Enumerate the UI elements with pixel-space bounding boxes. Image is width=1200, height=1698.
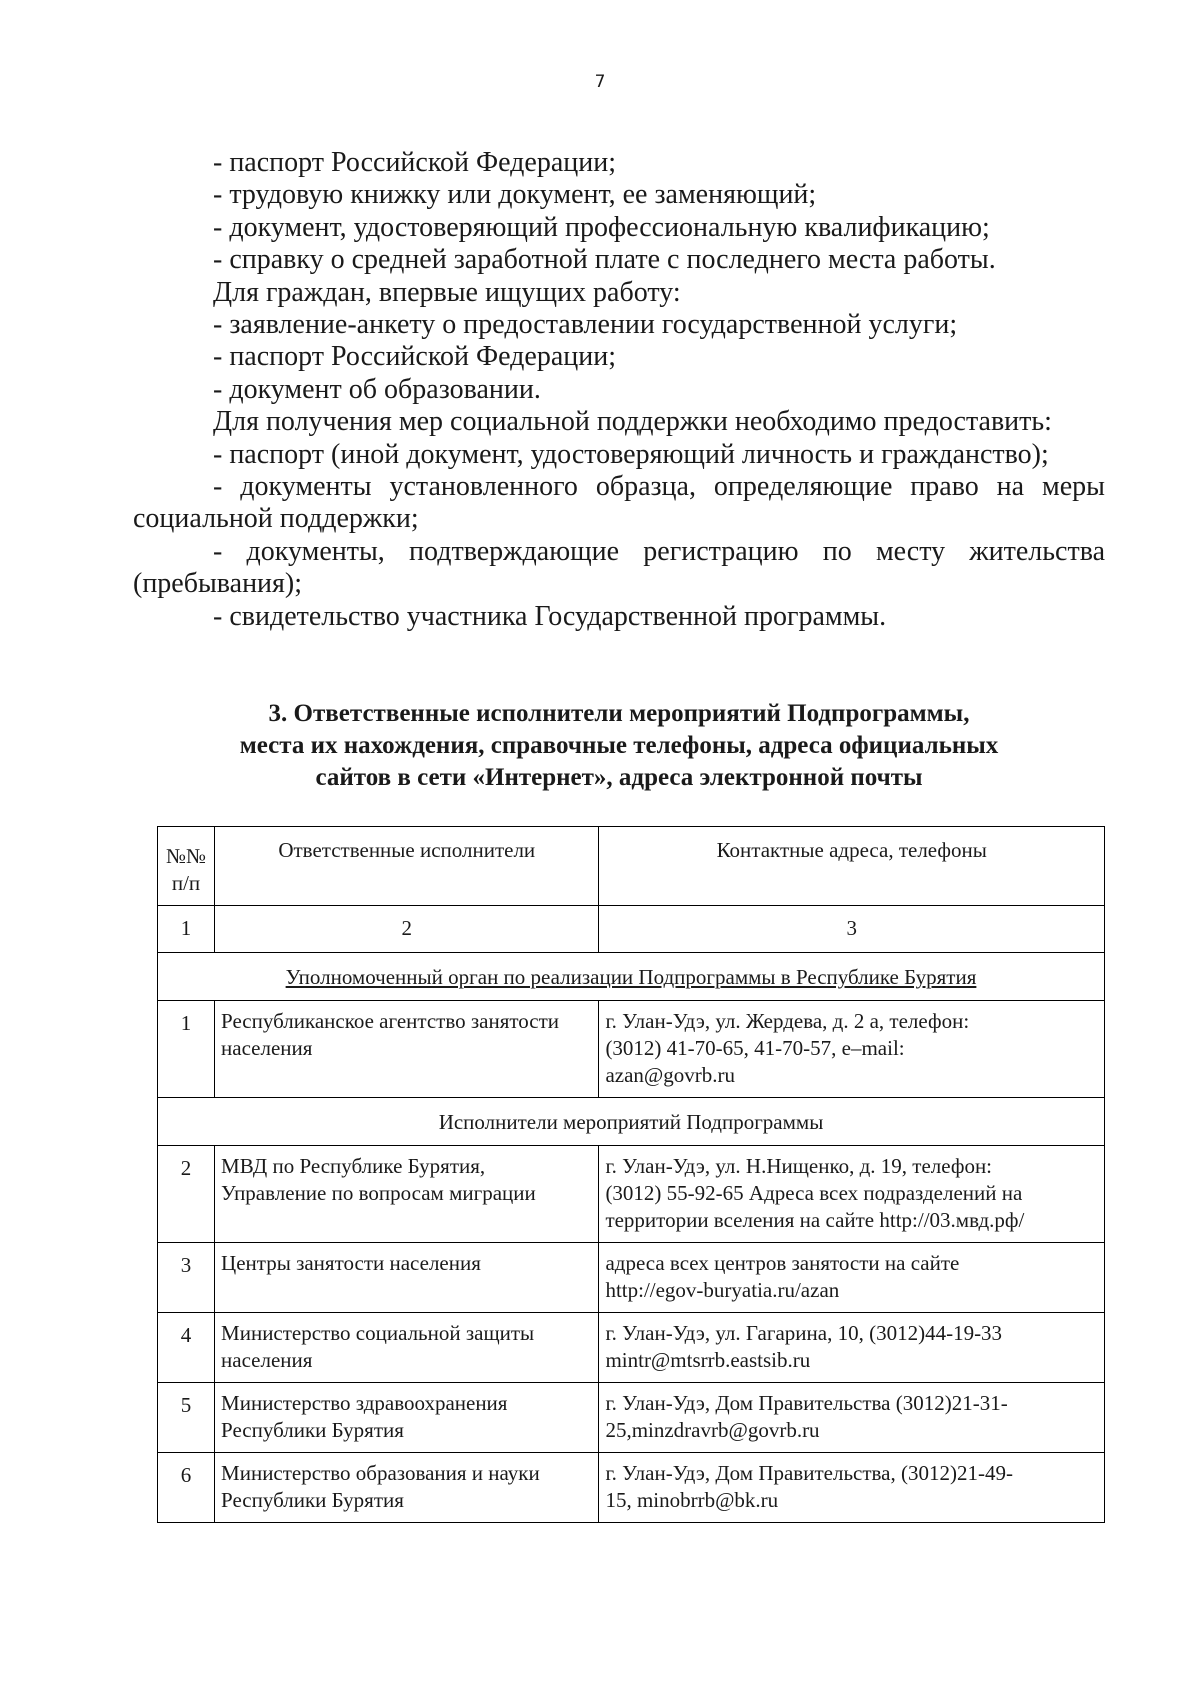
body-line: Для граждан, впервые ищущих работу: (213, 276, 681, 308)
table-row (158, 1001, 1105, 1098)
contact-line: г. Улан-Удэ, Дом Правительства, (3012)21-49- (605, 1461, 1013, 1485)
section-title-cell (158, 1098, 1105, 1146)
contact-line: территории вселения на сайте http://03.мвд.рф/ (605, 1208, 1025, 1232)
contact-line: г. Улан-Удэ, ул. Н.Нищенко, д. 19, телефон: (605, 1154, 993, 1178)
list-item: - документ об образовании. (213, 373, 541, 405)
header-number: №№ п/п (158, 827, 215, 906)
table-row (158, 1453, 1105, 1523)
executor-cell: Министерство социальной защиты населения (215, 1313, 599, 1383)
table-row (158, 1146, 1105, 1243)
executor-cell: Министерство здравоохранения Республики Бурятия (215, 1383, 599, 1453)
page-number: 7 (594, 72, 606, 92)
contacts-cell (599, 1001, 1105, 1098)
contact-line: г. Улан-Удэ, Дом Правительства (3012)21-31- (605, 1391, 1008, 1415)
contact-line: г. Улан-Удэ, ул. Жердева, д. 2 а, телефон: (605, 1009, 970, 1033)
contacts-cell (599, 1243, 1105, 1313)
contacts-cell (599, 1383, 1105, 1453)
section-title-cell (158, 953, 1105, 1001)
row-number: 4 (158, 1313, 215, 1383)
list-item: - свидетельство участника Государственной программы. (213, 600, 887, 632)
contact-line: (3012) 55-92-65 Адреса всех подразделений на (605, 1181, 1023, 1205)
section-title: Исполнители мероприятий Подпрограммы (438, 1110, 824, 1134)
section-title: Уполномоченный орган по реализации Подпрограммы в Республике Бурятия (285, 965, 977, 989)
list-item: - трудовую книжку или документ, ее заменяющий; (213, 179, 817, 211)
row-number: 6 (158, 1453, 215, 1523)
executor-cell: Республиканское агентство занятости населения (215, 1001, 599, 1098)
table-row (158, 1243, 1105, 1313)
list-item: - паспорт Российской Федерации; (213, 147, 617, 178)
contact-line: http://egov-buryatia.ru/azan (605, 1278, 840, 1302)
header-contacts: Контактные адреса, телефоны (599, 827, 1105, 906)
contacts-cell (599, 1146, 1105, 1243)
list-item: - паспорт (иной документ, удостоверяющий личность и гражданство); (213, 438, 1049, 470)
section-row (158, 953, 1105, 1001)
contacts-table (157, 826, 1105, 1523)
contact-line: г. Улан-Удэ, ул. Гагарина, 10, (3012)44-19-33 (605, 1321, 1003, 1345)
table-header-row (158, 827, 1105, 906)
column-number: 1 (158, 906, 215, 953)
body-text (133, 147, 1105, 633)
list-item: - документы установленного образца, определяющие право на меры социальной поддержки; (133, 471, 1105, 535)
row-number: 3 (158, 1243, 215, 1313)
contacts-cell (599, 1313, 1105, 1383)
section-row (158, 1098, 1105, 1146)
column-number: 2 (215, 906, 599, 953)
table-row (158, 1383, 1105, 1453)
executor-cell: Центры занятости населения (215, 1243, 599, 1313)
contact-line: 15, minobrrb@bk.ru (605, 1488, 779, 1512)
contacts-cell (599, 1453, 1105, 1523)
contact-line: (3012) 41-70-65, 41-70-57, e–mail: (605, 1036, 905, 1060)
table-row (158, 1313, 1105, 1383)
contact-line: 25,minzdravrb@govrb.ru (605, 1418, 820, 1442)
heading-line: 3. Ответственные исполнители мероприятий Подпрограммы, (268, 700, 970, 727)
heading-line: места их нахождения, справочные телефоны, адреса официальных (239, 732, 999, 759)
contact-line: адреса всех центров занятости на сайте (605, 1251, 960, 1275)
list-item: - справку о средней заработной плате с последнего места работы. (213, 244, 996, 276)
list-item: - паспорт Российской Федерации; (213, 341, 617, 373)
header-executors: Ответственные исполнители (215, 827, 599, 906)
executor-cell: Министерство образования и науки Республики Бурятия (215, 1453, 599, 1523)
column-number: 3 (599, 906, 1105, 953)
heading-line: сайтов в сети «Интернет», адреса электронной почты (315, 764, 923, 791)
section-heading (133, 698, 1105, 794)
list-item: - документы, подтверждающие регистрацию по месту жительства (пребывания); (133, 535, 1105, 600)
body-line: Для получения мер социальной поддержки необходимо предоставить: (213, 406, 1052, 438)
row-number: 1 (158, 1001, 215, 1098)
row-number: 5 (158, 1383, 215, 1453)
row-number: 2 (158, 1146, 215, 1243)
contact-line: mintr@mtsrrb.eastsib.ru (605, 1348, 811, 1372)
column-number-row (158, 906, 1105, 953)
list-item: - документ, удостоверяющий профессиональную квалификацию; (213, 211, 990, 243)
contact-line: azan@govrb.ru (605, 1063, 735, 1087)
list-item: - заявление-анкету о предоставлении государственной услуги; (213, 309, 958, 341)
executor-cell: МВД по Республике Бурятия, Управление по вопросам миграции (215, 1146, 599, 1243)
